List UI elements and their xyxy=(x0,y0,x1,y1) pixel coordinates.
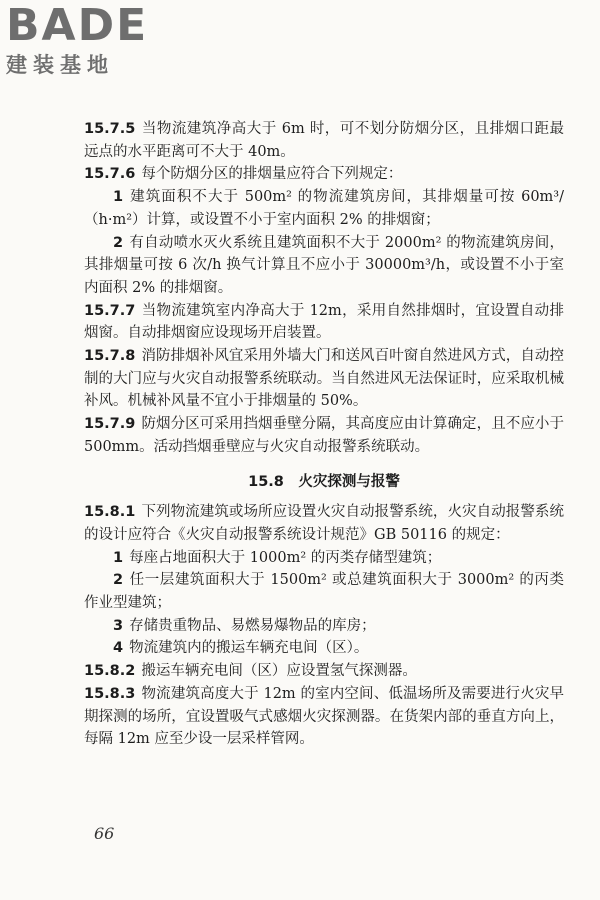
item-number: 1 xyxy=(113,189,124,206)
item-number: 1 xyxy=(113,549,124,566)
clause-paragraph xyxy=(84,118,564,163)
clause-text: 当物流建筑净高大于 6m 时，可不划分防烟分区，且排烟口距最远点的水平距离可不大于 40m。 xyxy=(84,121,564,160)
clause-number: 15.7.6 xyxy=(84,166,136,183)
clause-text: 下列物流建筑或场所应设置火灾自动报警系统，火灾自动报警系统的设计应符合《火灾自动报警系统设计规范》GB 50116 的规定： xyxy=(84,504,564,543)
clause-text: 当物流建筑室内净高大于 12m，采用自然排烟时，宜设置自动排烟窗。自动排烟窗应设现场开启装置。 xyxy=(84,302,564,342)
list-item xyxy=(84,186,564,231)
clause-text: 防烟分区可采用挡烟垂壁分隔，其高度应由计算确定，且不应小于 500mm。活动挡烟垂壁应与火灾自动报警系统联动。 xyxy=(84,416,564,455)
list-item xyxy=(84,615,564,638)
item-text: 每座占地面积大于 1000m² 的丙类存储型建筑； xyxy=(129,549,442,566)
logo-brand: BADE xyxy=(6,0,149,51)
item-number: 4 xyxy=(113,640,124,657)
clause-paragraph xyxy=(84,660,564,683)
clause-paragraph xyxy=(84,501,564,546)
item-text: 物流建筑内的搬运车辆充电间（区）。 xyxy=(129,640,369,657)
list-item xyxy=(84,569,564,614)
item-number: 3 xyxy=(113,617,124,634)
clause-number: 15.7.8 xyxy=(84,348,136,365)
clause-paragraph xyxy=(84,345,564,413)
item-number: 2 xyxy=(113,234,124,251)
list-item xyxy=(84,232,564,300)
item-number: 2 xyxy=(113,572,124,589)
clause-paragraph xyxy=(84,300,564,345)
logo-subtitle: 建装基地 xyxy=(6,53,114,77)
clause-number: 15.7.9 xyxy=(84,416,136,433)
clause-number: 15.8.3 xyxy=(84,685,136,702)
document-body xyxy=(84,118,564,751)
clause-paragraph xyxy=(84,163,564,186)
clause-paragraph xyxy=(84,413,564,458)
item-text: 有自动喷水灭火系统且建筑面积不大于 2000m² 的物流建筑房间，其排烟量可按 6 次/h 换气计算且不应小于 30000m³/h，或设置不小于室内面积 2% 的排烟窗。 xyxy=(84,234,564,296)
clause-number: 15.7.7 xyxy=(84,302,136,319)
item-text: 任一层建筑面积大于 1500m² 或总建筑面积大于 3000m² 的丙类作业型建筑； xyxy=(84,572,564,612)
item-text: 存储贵重物品、易燃易爆物品的库房； xyxy=(129,617,376,634)
clause-text: 消防排烟补风宜采用外墙大门和送风百叶窗自然进风方式，自动控制的大门应与火灾自动报警系统联动。当自然进风无法保证时，应采取机械补风。机械补风量不宜小于排烟量的 50%。 xyxy=(84,348,564,410)
clause-number: 15.8.2 xyxy=(84,663,136,680)
list-item xyxy=(84,637,564,660)
clause-text: 物流建筑高度大于 12m 的室内空间、低温场所及需要进行火灾早期探测的场所，宜设置吸气式感烟火灾探测器。在货架内部的垂直方向上，每隔 12m 应至少设一层采样管网。 xyxy=(84,685,564,748)
clause-number: 15.7.5 xyxy=(84,121,136,137)
clause-number: 15.8.1 xyxy=(84,504,136,521)
page-number: 66 xyxy=(94,824,115,843)
clause-paragraph xyxy=(84,683,564,751)
clause-text: 搬运车辆充电间（区）应设置氢气探测器。 xyxy=(141,663,417,680)
item-text: 建筑面积不大于 500m² 的物流建筑房间，其排烟量可按 60m³/（h·m²）计算，或设置不小于室内面积 2% 的排烟窗； xyxy=(84,189,564,228)
list-item xyxy=(84,547,564,570)
section-heading: 15.8 火灾探测与报警 xyxy=(248,473,400,490)
bade-logo xyxy=(6,0,176,78)
clause-text: 每个防烟分区的排烟量应符合下列规定： xyxy=(141,166,403,183)
